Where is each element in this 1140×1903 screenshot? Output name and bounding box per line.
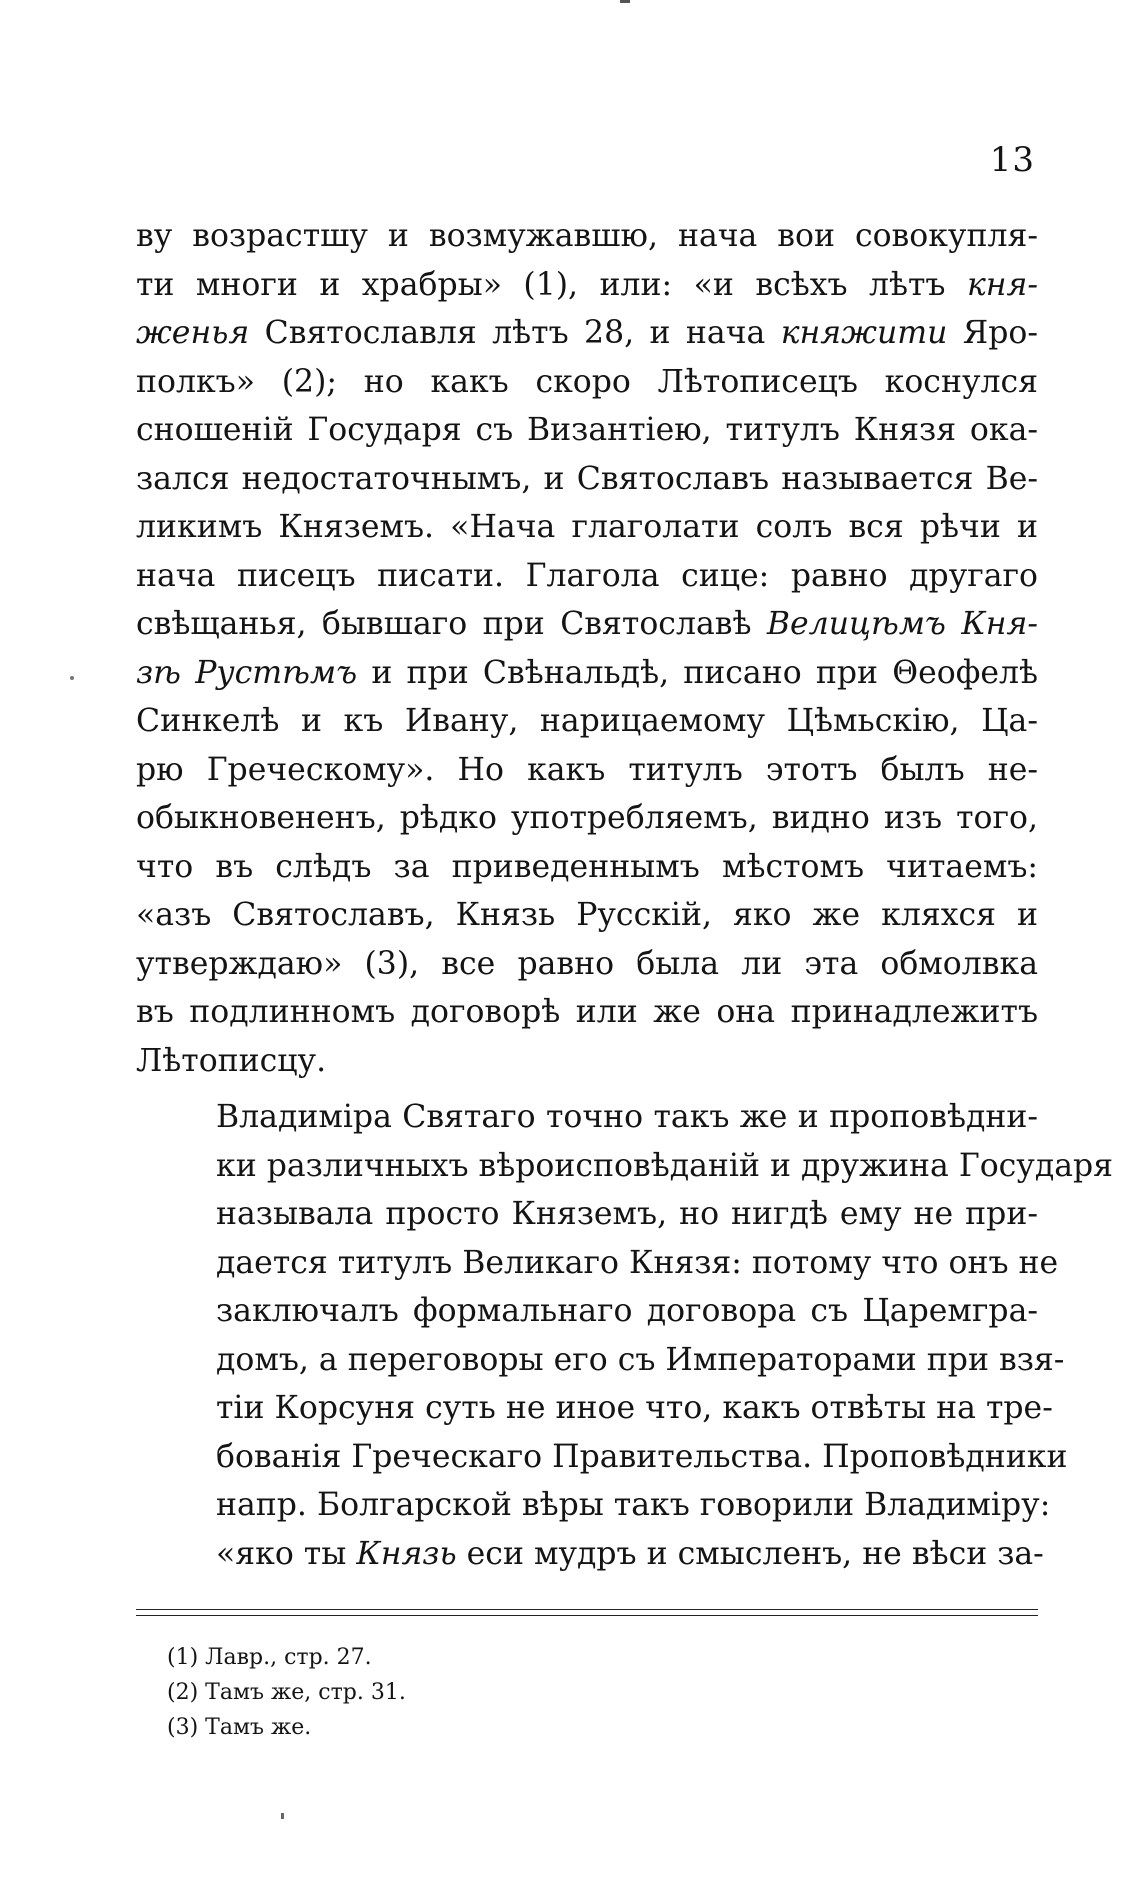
main-text: [136, 212, 1114, 1578]
text-line: въ подлинномъ договорѣ или же она принадлежитъ: [136, 994, 1038, 1030]
italic-text: Велицѣмъ Кня-: [766, 606, 1038, 642]
text-line: сношеній Государя съ Византіею, титулъ Князя ока-: [136, 412, 1038, 448]
footnote-divider-top: [136, 1609, 1038, 1610]
text-line: Владиміра Святаго точно такъ же и проповѣдни-: [216, 1099, 1038, 1135]
text-line: напр. Болгарской вѣры такъ говорили Владиміру:: [216, 1487, 1051, 1523]
text-line: обыкновененъ, рѣдко употребляемъ, видно изъ того,: [136, 800, 1038, 836]
text-line: тіи Корсуня суть не иное что, какъ отвѣты на тре-: [216, 1390, 1053, 1426]
paragraph-1: [136, 212, 1038, 1085]
page-number: 13: [989, 140, 1035, 180]
italic-text: зѣ Рустѣмъ: [136, 654, 358, 691]
text-line: что въ слѣдъ за приведеннымъ мѣстомъ читаемъ:: [136, 848, 1038, 885]
text-line: ву возрастшу и возмужавшю, нача вои совокупля-: [136, 218, 1038, 254]
footnote-2: (2) Тамъ же, стр. 31.: [167, 1680, 406, 1705]
text-line: утверждаю» (3), все равно была ли эта обмолвка: [136, 945, 1038, 982]
italic-text: княжити: [780, 315, 948, 351]
footnote-1: (1) Лавр., стр. 27.: [167, 1645, 372, 1670]
text-line: дается титулъ Великаго Князя: потому что онъ не: [216, 1244, 1059, 1281]
text-line: «азъ Святославъ, Князь Русскій, яко же кляхся и: [136, 897, 1038, 933]
text-line: Лѣтописцу.: [136, 1042, 327, 1079]
text-line: бованія Греческаго Правительства. Проповѣдники: [216, 1438, 1068, 1475]
italic-text: кня-: [966, 266, 1038, 303]
italic-text: Князь: [356, 1535, 457, 1572]
text-line: «яко ты Князь еси мудръ и смысленъ, не вѣси за-: [216, 1535, 1044, 1572]
top-edge-mark: [620, 0, 630, 3]
text-line: заключалъ формальнаго договора съ Царемгра-: [216, 1293, 1038, 1329]
text-line: женья Святославля лѣтъ 28, и нача княжити Яро-: [136, 315, 1039, 351]
text-line: Синкелѣ и къ Ивану, нарицаемому Цѣмьскію, Ца-: [136, 703, 1038, 739]
text-line: ти многи и храбры» (1), или: «и всѣхъ лѣтъ кня-: [136, 266, 1038, 303]
footnote-divider-bottom: [136, 1615, 1038, 1616]
footnotes: [167, 1640, 867, 1745]
paragraph-2: [136, 1093, 1114, 1578]
text-line: нача писецъ писати. Глагола сице: равно другаго: [136, 557, 1038, 594]
footnote-3: (3) Тамъ же.: [167, 1715, 312, 1740]
text-line: называла просто Княземъ, но нигдѣ ему не при-: [216, 1196, 1038, 1232]
text-line: рю Греческому». Но какъ титулъ этотъ былъ не-: [136, 751, 1038, 788]
bottom-speck: [281, 1813, 284, 1819]
text-line: домъ, а переговоры его съ Императорами при взя-: [216, 1341, 1065, 1378]
italic-text: женья: [136, 315, 250, 351]
text-line: свѣщанья, бывшаго при Святославѣ Велицѣмъ Кня-: [136, 606, 1038, 642]
margin-speck: [70, 676, 74, 680]
text-line: полкъ» (2); но какъ скоро Лѣтописецъ коснулся: [136, 363, 1038, 400]
text-line: ки различныхъ вѣроисповѣданій и дружина Государя: [216, 1147, 1114, 1184]
text-line: зѣ Рустѣмъ и при Свѣнальдѣ, писано при Θеофелѣ: [136, 654, 1039, 691]
text-line: зался недостаточнымъ, и Святославъ называется Ве-: [136, 460, 1038, 497]
text-line: ликимъ Княземъ. «Нача глаголати солъ вся рѣчи и: [136, 509, 1038, 545]
